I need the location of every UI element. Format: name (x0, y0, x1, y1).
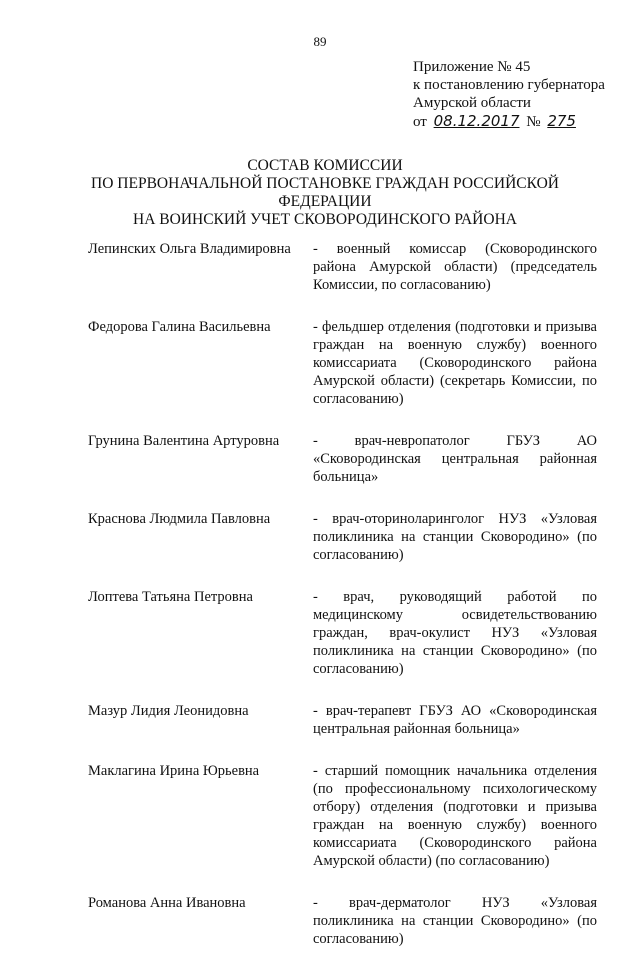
member-row (88, 318, 608, 408)
member-role: - врач-дерматолог НУЗ «Узловая поликлиника на станции Сковородино» (по согласованию) (313, 895, 597, 947)
member-name: Лепинских Ольга Владимировна (88, 241, 291, 257)
member-name: Маклагина Ирина Юрьевна (88, 763, 260, 779)
member-role: - военный комиссар (Сковородинского района Амурской области) (председатель Комиссии, по согласованию) (313, 241, 597, 293)
member-row (88, 432, 608, 486)
member-role: - врач-невропатолог ГБУЗ АО «Сковородинская центральная районная больница» (313, 433, 597, 485)
member-row (88, 588, 608, 678)
member-name: Мазур Лидия Леонидовна (88, 703, 249, 719)
annex-header (413, 58, 605, 131)
page-number: 89 (313, 34, 327, 49)
member-row (88, 510, 608, 564)
member-name: Федорова Галина Васильевна (88, 319, 271, 335)
member-role: - врач-терапевт ГБУЗ АО «Сковородинская центральная районная больница» (313, 703, 597, 737)
member-row (88, 762, 608, 870)
annex-reference: к постановлению губернатора (413, 77, 605, 93)
title-line-1: СОСТАВ КОМИССИИ (247, 157, 403, 174)
member-row (88, 702, 608, 738)
number-prefix: № (526, 114, 541, 130)
title-line-2: ПО ПЕРВОНАЧАЛЬНОЙ ПОСТАНОВКЕ ГРАЖДАН РОССИЙСКОЙ ФЕДЕРАЦИИ (91, 175, 559, 210)
member-name: Лоптева Татьяна Петровна (88, 589, 253, 605)
handwritten-number: 275 (547, 112, 576, 130)
date-prefix: от (413, 114, 427, 130)
member-row (88, 240, 608, 294)
member-name: Краснова Людмила Павловна (88, 511, 271, 527)
annex-date-line (413, 112, 605, 131)
member-role: - фельдшер отделения (подготовки и призыва граждан на военную службу) военного комиссариата (Сковородинского района Амурской области) (секретарь Комиссии, по согласованию) (313, 319, 597, 407)
handwritten-date: 08.12.2017 (433, 112, 520, 130)
document-title (60, 157, 590, 229)
member-name: Романова Анна Ивановна (88, 895, 246, 911)
members-list (88, 240, 608, 972)
member-role: - врач-оториноларинголог НУЗ «Узловая поликлиника на станции Сковородино» (по согласованию) (313, 511, 597, 563)
title-line-3: НА ВОИНСКИЙ УЧЕТ СКОВОРОДИНСКОГО РАЙОНА (133, 211, 517, 228)
member-role: - старший помощник начальника отделения (по профессиональному психологическому отбору) отделения (подготовки и призыва граждан на военную службу) военного комиссариата (Сковородинского района Амурской области) (по согласованию) (313, 763, 597, 869)
member-name: Грунина Валентина Артуровна (88, 433, 280, 449)
member-role: - врач, руководящий работой по медицинскому освидетельствованию граждан, врач-окулист НУЗ «Узловая поликлиника на станции Сковородино» (по согласованию) (313, 589, 597, 677)
annex-number: Приложение № 45 (413, 59, 531, 75)
annex-region: Амурской области (413, 95, 531, 111)
member-row (88, 894, 608, 948)
